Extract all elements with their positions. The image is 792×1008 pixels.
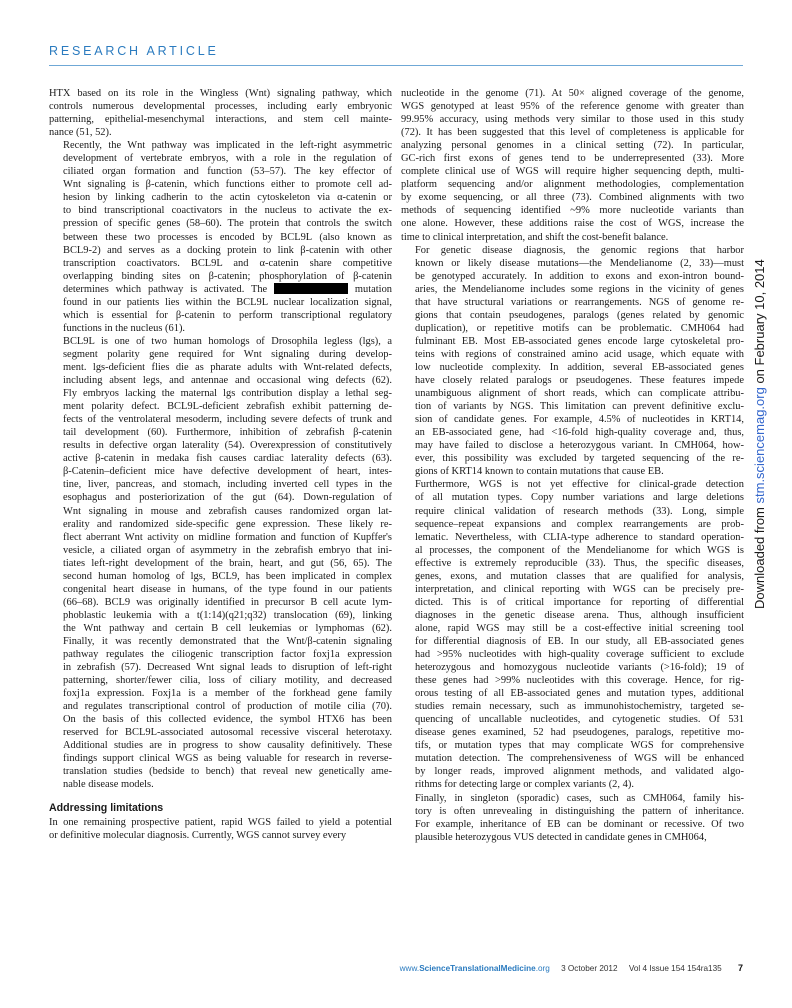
- text-line: had >95% nucleotides with high-quality coverage sufficient to exclude: [415, 649, 744, 661]
- footer-site-suffix: .org: [535, 964, 550, 973]
- left-paragraph-3: [49, 335, 392, 792]
- footer-site-link[interactable]: [400, 964, 550, 973]
- text-line: Furthermore, WGS is not yet effective for clinical-grade detection: [415, 479, 744, 491]
- text-line: For genetic disease diagnosis, the genomic regions that harbor: [415, 244, 744, 256]
- header-rule: [49, 65, 743, 66]
- text-line: studies remain necessary, such as immunohistochemistry, targeted se-: [415, 701, 744, 713]
- text-line: patterning, epithelial-mesenchymal interactions, and stem cell mainte-: [49, 114, 392, 126]
- footer-site-name: ScienceTranslationalMedicine: [419, 964, 536, 973]
- text-line: flect aberrant Wnt activity on midline formation and function of Kupffer's: [63, 531, 392, 543]
- left-paragraph-1: [49, 87, 392, 139]
- text-line: gions of KRT14 known to contain mutations that cause EB.: [415, 466, 664, 478]
- text-line: between these two processes is encoded by BCL9L (also known as: [63, 231, 392, 243]
- left-paragraph-2: [49, 139, 392, 335]
- text-line: may have failed to disclose a heterozygous variant. In CMH064, how-: [415, 440, 744, 452]
- text-line: heterozygous and homozygous nucleotide variants (>16-fold); 19 of: [415, 662, 744, 674]
- text-line: patterning, shorter/fewer cilia, loss of ciliary motility, and decreased: [63, 675, 392, 687]
- text-line: esophagus and posteriorization of the gut (64). Down-regulation of: [63, 492, 392, 504]
- text-line: require clinical validation of research methods (33). Long, simple: [415, 505, 744, 517]
- text-line: β-Catenin–deficient mice have defective development of heart, intes-: [63, 466, 392, 478]
- text-line: functions in the nucleus (61).: [63, 322, 186, 334]
- text-line: diagnoses in the genetic disease arena. Thus, although insufficient: [415, 609, 744, 621]
- text-line: for differential diagnosis of EB. In our study, all EB-associated genes: [415, 635, 744, 647]
- footer: [400, 963, 743, 973]
- text-line: fects of the ventrolateral mesoderm, including severe defects of trunk and: [63, 414, 392, 426]
- download-note: [752, 259, 767, 609]
- text-line: rithms for detecting large or complex variants (2, 4).: [415, 779, 634, 791]
- text-line: disease genes examined, 52 had pseudogenes, paralogs, repetitive mo-: [415, 727, 744, 739]
- text-line: HTX based on its role in the Wingless (Wnt) signaling pathway, which: [49, 88, 392, 99]
- text-line: tifs, or mutation types that may complicate WGS for comprehensive: [415, 740, 744, 752]
- text-line: that have structural variations or rearrangements. NGS of genome re-: [415, 296, 744, 308]
- download-note-link[interactable]: stm.sciencemag.org: [752, 387, 767, 504]
- text-line: in zebrafish (57). Decreased Wnt signal leads to disruption of left-right: [63, 662, 392, 674]
- text-line: 99.95% accuracy, using methods very similar to those used in this study: [401, 114, 744, 126]
- right-paragraph-2: [401, 244, 744, 479]
- redaction-line: [49, 283, 392, 296]
- text-line: plausible heterozygous VUS detected in candidate genes in CMH064,: [415, 831, 707, 843]
- right-column: [401, 87, 744, 844]
- text-line: results in defective organ laterality (54). Overexpression of constitutively: [63, 440, 392, 452]
- text-line: Finally, it was recently demonstrated that the Wnt/β-catenin signaling: [63, 635, 392, 647]
- right-paragraph-1: [401, 87, 744, 244]
- text-line: translation studies (bedside to bench) that reveal new genetically ame-: [63, 766, 392, 778]
- text-line: the Wnt pathway and certain B cell leukemias or lymphomas (62).: [63, 622, 392, 634]
- text-line: fulminant EB. Most EB-associated genes encode large cytoskeletal pro-: [415, 335, 744, 347]
- footer-date: 3 October 2012: [561, 964, 618, 973]
- text-line: by exome sequencing, or all three (73). Combined alignments with two: [401, 192, 744, 204]
- redaction-text-before: determines which pathway is activated. The: [63, 283, 268, 295]
- text-line: sion of candidate genes. For example, 4.5% of nucleotides in KRT14,: [415, 414, 744, 426]
- text-line: pathway regulates the ciliogenic transcription factor foxj1a expression: [63, 649, 392, 661]
- right-paragraph-4: [401, 792, 744, 844]
- download-note-prefix: Downloaded from: [752, 503, 767, 609]
- text-line: ment polarity defect. BCL9L-deficient zebrafish exhibit patterning de-: [63, 401, 392, 413]
- text-line: and regulates transcriptional control of production of motile cilia (70).: [63, 701, 392, 713]
- right-paragraph-3: [401, 478, 744, 791]
- text-line: transcription coactivators. BCL9L and α-catenin share competitive: [63, 257, 392, 269]
- text-line: found in our patients lies within the BCL9L nuclear localization signal,: [63, 296, 392, 308]
- redaction-bar: [274, 283, 348, 294]
- section-label: RESEARCH ARTICLE: [49, 44, 219, 58]
- text-line: unambiguous alignment of short reads, which can complicate attribu-: [415, 388, 744, 400]
- text-line: active β-catenin in medaka fish causes cardiac laterality defects (63).: [63, 453, 392, 465]
- text-line: Wnt signaling in mouse and zebrafish causes randomized organ lat-: [63, 505, 392, 517]
- text-line: low nucleotide complexity. In addition, several EB-associated genes: [415, 361, 744, 373]
- text-line: al processes, the component of the Mendelianome for which WGS is: [415, 544, 744, 556]
- text-line: GC-rich first exons of genes tend to be underrepresented (33). More: [401, 153, 744, 165]
- text-line: lematic. Nevertheless, with CLIA-type adherence to standard operation-: [415, 531, 744, 543]
- footer-site-prefix: www.: [399, 964, 420, 973]
- text-line: nance (51, 52).: [49, 127, 112, 139]
- text-line: teins with regions of constrained amino acid usage, which equate with: [415, 348, 744, 360]
- text-line: Recently, the Wnt pathway was implicated in the left-right asymmetric: [63, 140, 392, 152]
- text-line: ment. lgs-deficient flies die as pharate adults with Wnt-related defects,: [63, 361, 392, 373]
- text-line: (72). It has been suggested that this level of completeness is applicable for: [401, 127, 744, 139]
- text-line: For example, inheritance of EB can be dominant or recessive. Of two: [415, 818, 744, 830]
- text-line: mutation detection. The comprehensiveness of WGS will be enhanced: [415, 753, 744, 765]
- text-line: Finally, in singleton (sporadic) cases, such as CMH064, family his-: [415, 792, 744, 804]
- text-line: development of vertebrate embryos, with a role in the regulation of: [63, 153, 392, 165]
- text-line: aries, the Mendelianome includes some regions in the vicinity of genes: [415, 283, 744, 295]
- text-line: time to clinical interpretation, and shift the cost-benefit balance.: [401, 231, 669, 243]
- text-line: of all mutation types. Copy number variations and large deletions: [415, 492, 744, 504]
- text-line: platform sequencing and/or alignment methodologies, complementation: [401, 179, 744, 191]
- text-line: WGS genotyped at least 95% of the reference genome with greater than: [401, 101, 744, 113]
- text-line: these genes had >99% nucleotides with this coverage. Hence, for rig-: [415, 675, 744, 687]
- text-line: Wnt signaling is β-catenin, which functions either to promote cell ad-: [63, 179, 392, 191]
- text-line: nable disease models.: [63, 779, 154, 791]
- text-line: vesicle, a ciliated organ of asymmetry in the zebrafish embryo that ini-: [63, 544, 392, 556]
- text-line: tory is often unrevealing in distinguishing the pattern of inheritance.: [415, 805, 744, 817]
- text-line: including absent legs, and antennae and occasional wing defects (62).: [63, 375, 392, 387]
- download-note-suffix: on February 10, 2014: [752, 259, 767, 388]
- text-line: tion of variants by NGS. This limitation can prevent definitive exclu-: [415, 401, 744, 413]
- left-paragraph-2-tail: [49, 296, 392, 335]
- text-line: second human homolog of lgs, BCL9, has been implicated in complex: [63, 570, 392, 582]
- text-line: methods of sequencing identified ~9% more nucleotide variants than: [401, 205, 744, 217]
- text-line: alone, rapid WGS may still be a cost-effective initial screening tool: [415, 622, 744, 634]
- text-line: one alone. However, these additions raise the cost of WGS, increase the: [401, 218, 744, 230]
- text-line: duplication), or repetitive motifs can be problematic. CMH064 had: [415, 322, 744, 334]
- text-line: nucleotide in the genome (71). At 50× aligned coverage of the genome,: [401, 88, 744, 99]
- footer-volume: Vol 4 Issue 154 154ra135: [628, 964, 722, 973]
- text-line: by longer reads, improved alignment methods, and validated algo-: [415, 766, 744, 778]
- text-line: (66–68). BCL9 was originally identified in precursor B cell acute lym-: [63, 596, 392, 608]
- text-line: tail development (60). Furthermore, inhibition of zebrafish β-catenin: [63, 427, 392, 439]
- left-paragraph-4: [49, 816, 392, 842]
- text-line: have closely related paralogs or pseudogenes. These features impede: [415, 375, 744, 387]
- text-line: congenital heart disease in humans, of the type found in our patients: [63, 583, 392, 595]
- text-line: BCL9-2) and serves as a docking protein to link β-catenin with other: [63, 244, 392, 256]
- redaction-text-after: mutation: [354, 283, 393, 295]
- text-line: be genotyped accurately. In addition to exons and exon-intron bound-: [415, 270, 744, 282]
- text-line: overlapping binding sites on β-catenin; phosphorylation of β-catenin: [63, 270, 392, 282]
- text-line: segment polarity gene required for Wnt signaling during develop-: [63, 348, 392, 360]
- text-line: On the basis of this collected evidence, the symbol HTX6 has been: [63, 714, 392, 726]
- text-line: sequence–repeat expansions and complex rearrangements are prob-: [415, 518, 744, 530]
- text-line: ever, this possibility was excluded by targeted sequencing of the re-: [415, 453, 744, 465]
- text-line: dicted. This is of critical importance for reporting of differential: [415, 596, 744, 608]
- text-line: controls numerous developmental processes, including early embryonic: [49, 101, 392, 113]
- text-line: an EB-associated gene, had <16-fold high-quality coverage and, thus,: [415, 427, 744, 439]
- left-column: [49, 87, 392, 842]
- text-line: effective is extremely reproducible (33). Thus, the specific diseases,: [415, 557, 744, 569]
- text-line: or definitive molecular diagnosis. Currently, WGS cannot survey every: [49, 829, 347, 841]
- text-line: tine, liver, pancreas, and stomach, including inverted cell types in the: [63, 479, 392, 491]
- section-heading: Addressing limitations: [49, 801, 164, 814]
- text-line: known or likely disease mutations—the Mendelianome (2, 33)—must: [415, 257, 744, 269]
- text-line: genes, exons, and mutation classes that are qualified for analysis,: [415, 570, 744, 582]
- left-paragraph-2-lines: [49, 139, 392, 283]
- text-line: phoblastic leukemia with a t(1:14)(q21;q32) translocation (69), linking: [63, 609, 392, 621]
- text-line: In one remaining prospective patient, rapid WGS failed to yield a potential: [49, 816, 392, 828]
- text-line: Fly embryos lacking the maternal lgs contribution display a lethal seg-: [63, 388, 392, 400]
- text-line: Additional studies are in progress to show causality definitively. These: [63, 740, 392, 752]
- text-line: gions that contain pseudogenes, paralogs (genes related by genomic: [415, 309, 744, 321]
- text-line: complete clinical use of WGS will require higher sequencing depth, multi-: [401, 166, 744, 178]
- text-line: interpretation, and clinical reporting with WGS can be precisely pre-: [415, 583, 744, 595]
- text-line: which is essential for β-catenin to perform transcriptional regulatory: [63, 309, 392, 321]
- page-number: 7: [737, 963, 743, 973]
- text-line: hesion by linking cadherin to the actin cytoskeleton via α-catenin or: [63, 192, 392, 204]
- text-line: analyzing personal genomes in a clinical setting (72). In particular,: [401, 140, 744, 152]
- text-line: foxj1a expression. Foxj1a is a member of the forkhead gene family: [63, 688, 392, 700]
- text-line: findings support clinical WGS as being valuable for research in reverse-: [63, 753, 392, 765]
- text-line: ciliated organ formation and function (53–57). The key effector of: [63, 166, 392, 178]
- text-line: orous testing of all EB-associated genes and mutation types, additional: [415, 688, 744, 700]
- text-line: reserved for BCL9L-associated autosomal recessive visceral heterotaxy.: [63, 727, 392, 739]
- text-line: tiates left-right development of the brain, heart, and gut (56, 65). The: [63, 557, 392, 569]
- text-line: quencing of uncallable nucleotides, and cytogenetic studies. Of 531: [415, 714, 744, 726]
- text-line: BCL9L is one of two human homologs of Drosophila legless (lgs), a: [63, 335, 392, 347]
- text-line: to bind transcriptional coactivators in the nucleus to activate the ex-: [63, 205, 392, 217]
- text-line: erality and randomized side-specific gene expression. These likely re-: [63, 518, 392, 530]
- text-line: pression of specific genes (58–60). The protein that controls the switch: [63, 218, 392, 230]
